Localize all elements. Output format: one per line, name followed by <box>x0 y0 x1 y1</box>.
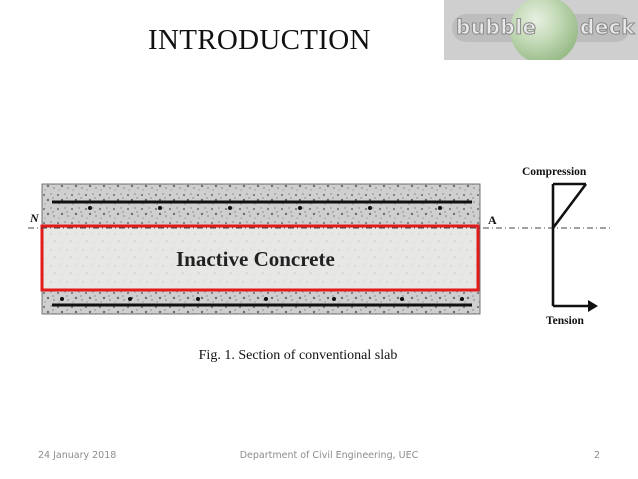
figure-caption-text: Fig. 1. Section of conventional slab <box>198 348 398 363</box>
tension-label: Tension <box>546 315 584 327</box>
compression-label: Compression <box>522 166 587 178</box>
footer-date: 24 January 2018 <box>38 450 117 461</box>
figure-caption <box>0 348 638 364</box>
slab-section-figure <box>0 150 638 340</box>
logo-word-right: deck <box>580 15 636 39</box>
neutral-axis-label-n: N <box>30 211 39 225</box>
slide-title: INTRODUCTION <box>148 24 371 56</box>
tension-arrowhead <box>588 300 598 312</box>
bubbledeck-logo <box>444 0 638 60</box>
footer-department-text: Department of Civil Engineering, UEC <box>239 450 419 461</box>
stress-diagram <box>553 184 592 306</box>
inactive-concrete-label: Inactive Concrete <box>176 247 335 271</box>
logo-word-left: bubble <box>456 15 537 39</box>
footer-page-number: 2 <box>594 450 601 461</box>
neutral-axis-label-a: A <box>488 213 497 227</box>
footer-department <box>0 450 638 461</box>
